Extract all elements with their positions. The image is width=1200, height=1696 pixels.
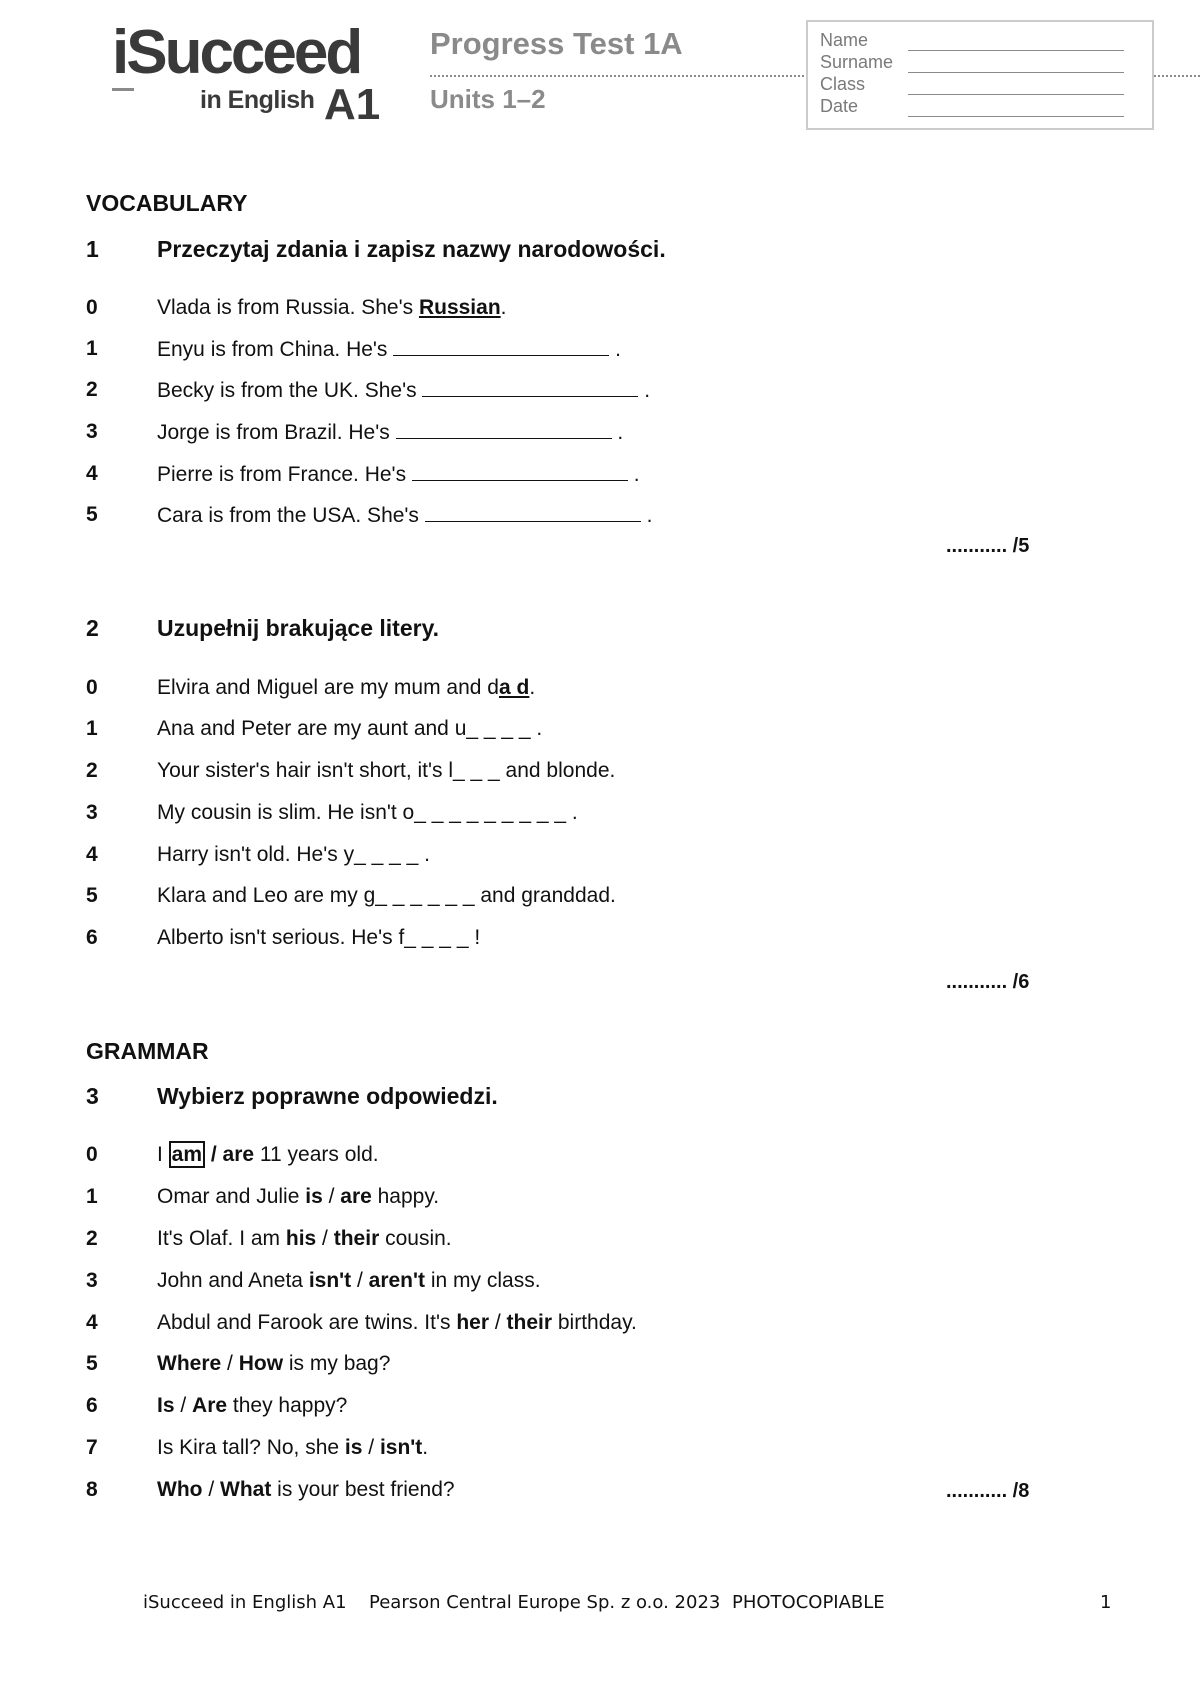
sentence-text: Abdul and Farook are twins. It's <box>157 1311 457 1334</box>
score-box: ........... /6 <box>946 971 1030 993</box>
option-b[interactable]: aren't <box>368 1269 426 1292</box>
option-a[interactable]: is <box>305 1185 323 1208</box>
section-vocabulary: VOCABULARY <box>86 190 248 216</box>
sentence-end: happy. <box>371 1185 440 1208</box>
item-number: 0 <box>86 676 98 699</box>
sentence-text: I <box>157 1143 169 1166</box>
student-info-box <box>806 20 1154 130</box>
item-number: 1 <box>86 337 98 360</box>
item-number: 0 <box>86 296 98 319</box>
question-item: Alberto isn't serious. He's f_ _ _ _ ! <box>157 926 481 949</box>
question-item <box>157 503 652 528</box>
question-item: Ana and Peter are my aunt and u_ _ _ _ . <box>157 717 543 740</box>
option-separator: / <box>221 1352 239 1375</box>
option-b[interactable]: isn't <box>379 1436 423 1459</box>
item-number: 2 <box>86 378 98 401</box>
sentence-text: Cara is from the USA. She's <box>157 504 425 527</box>
sentence-end: they happy? <box>227 1394 348 1417</box>
answer-blank[interactable] <box>412 462 628 481</box>
option-b[interactable]: their <box>506 1311 553 1334</box>
answer-blank[interactable] <box>396 420 612 439</box>
question-item <box>157 1352 390 1376</box>
footer-publisher: Pearson Central Europe Sp. z o.o. 2023 <box>369 1592 721 1613</box>
item-number: 5 <box>86 1352 98 1375</box>
surname-label: Surname <box>820 52 894 72</box>
question-item: Harry isn't old. He's y_ _ _ _ . <box>157 843 430 866</box>
item-number: 2 <box>86 1227 98 1250</box>
item-number: 3 <box>86 801 98 824</box>
sentence-end: . <box>529 676 536 699</box>
option-b[interactable]: their <box>333 1227 380 1250</box>
item-number: 7 <box>86 1436 98 1459</box>
sentence-end: . <box>638 379 651 402</box>
sentence-text: Enyu is from China. He's <box>157 338 394 361</box>
example-sentence <box>157 296 507 320</box>
example-answer: a d <box>498 676 530 699</box>
item-number: 5 <box>86 884 98 907</box>
sentence-text: Jorge is from Brazil. He's <box>157 421 396 444</box>
item-number: 3 <box>86 1269 98 1292</box>
section-grammar: GRAMMAR <box>86 1038 209 1064</box>
item-number: 4 <box>86 843 98 866</box>
option-separator: / <box>202 1478 220 1501</box>
task-number: 2 <box>86 615 99 641</box>
sentence-end: cousin. <box>379 1227 452 1250</box>
sentence-end: . <box>609 338 621 361</box>
logo-main: iSucceed <box>112 18 361 87</box>
question-item <box>157 1478 455 1502</box>
date-label: Date <box>820 96 859 116</box>
option-separator: / <box>316 1227 334 1250</box>
option-separator: / <box>322 1185 341 1208</box>
logo-sub: in English <box>200 86 315 114</box>
footer-note: PHOTOCOPIABLE <box>732 1592 885 1613</box>
sentence-end: . <box>422 1436 429 1459</box>
sentence-text: John and Aneta <box>157 1269 309 1292</box>
task-number: 3 <box>86 1083 99 1109</box>
example-answer: am <box>169 1141 205 1168</box>
sentence-end: 11 years old. <box>254 1143 379 1166</box>
sentence-end: . <box>640 504 653 527</box>
answer-blank[interactable] <box>393 337 609 356</box>
question-item <box>157 378 650 403</box>
item-number: 8 <box>86 1478 98 1501</box>
option-separator: / <box>174 1394 193 1417</box>
score-box: ........... /8 <box>946 1480 1030 1502</box>
logo-level: A1 <box>324 80 381 129</box>
question-item <box>157 462 640 487</box>
item-number: 6 <box>86 926 98 949</box>
sentence-end: in my class. <box>425 1269 541 1292</box>
sentence-end: . <box>627 463 640 486</box>
question-item <box>157 1311 637 1335</box>
option-a[interactable]: Who <box>157 1478 203 1501</box>
item-number: 3 <box>86 420 98 443</box>
sentence-end: is my bag? <box>283 1352 391 1375</box>
question-item <box>157 1269 541 1293</box>
test-units: Units 1–2 <box>430 84 546 114</box>
question-item <box>157 420 623 445</box>
option-a[interactable]: Where <box>157 1352 222 1375</box>
sentence-text: Elvira and Miguel are my mum and d <box>157 676 499 699</box>
question-item <box>157 1394 347 1418</box>
class-label: Class <box>820 74 866 94</box>
example-sentence <box>157 1143 379 1167</box>
item-number: 0 <box>86 1143 98 1166</box>
sentence-text: Is Kira tall? No, she <box>157 1436 345 1459</box>
task-instruction: Wybierz poprawne odpowiedzi. <box>157 1083 498 1109</box>
task-number: 1 <box>86 236 99 262</box>
sentence-text: Becky is from the UK. She's <box>157 379 423 402</box>
footer-book: iSucceed in English A1 <box>143 1592 347 1613</box>
footer-page-number: 1 <box>1100 1592 1112 1613</box>
name-label: Name <box>820 30 869 50</box>
option-b: / are <box>205 1143 255 1166</box>
option-b[interactable]: What <box>220 1478 272 1501</box>
sentence-end: birthday. <box>552 1311 637 1334</box>
sentence-text: Pierre is from France. He's <box>157 463 412 486</box>
test-title: Progress Test 1A <box>430 26 683 61</box>
question-item <box>157 1227 452 1251</box>
logo <box>112 18 382 132</box>
task-instruction: Przeczytaj zdania i zapisz nazwy narodowości. <box>157 236 666 262</box>
logo-dash <box>112 88 134 91</box>
task-instruction: Uzupełnij brakujące litery. <box>157 615 440 641</box>
class-field[interactable] <box>908 94 1124 95</box>
option-separator: / <box>489 1311 507 1334</box>
option-separator: / <box>351 1269 369 1292</box>
question-item <box>157 337 621 362</box>
question-item <box>157 1185 439 1209</box>
option-b[interactable]: Are <box>192 1394 228 1417</box>
option-separator: / <box>362 1436 380 1459</box>
option-a[interactable]: his <box>285 1227 317 1250</box>
option-a[interactable]: Is <box>157 1394 175 1417</box>
item-number: 2 <box>86 759 98 782</box>
item-number: 1 <box>86 717 98 740</box>
sentence-end: . <box>611 421 624 444</box>
example-sentence <box>157 676 535 700</box>
question-item: My cousin is slim. He isn't o_ _ _ _ _ _ _ _ _ . <box>157 801 578 824</box>
name-field[interactable] <box>908 50 1124 51</box>
question-item: Your sister's hair isn't short, it's l_ _ _ and blonde. <box>157 759 616 782</box>
date-field[interactable] <box>908 116 1124 117</box>
item-number: 5 <box>86 503 98 526</box>
option-a[interactable]: her <box>456 1311 490 1334</box>
item-number: 1 <box>86 1185 98 1208</box>
sentence-text: It's Olaf. I am <box>157 1227 286 1250</box>
question-item <box>157 1436 428 1460</box>
option-a[interactable]: is <box>344 1436 363 1459</box>
surname-field[interactable] <box>908 72 1124 73</box>
item-number: 4 <box>86 462 98 485</box>
example-answer: Russian <box>418 296 501 319</box>
item-number: 6 <box>86 1394 98 1417</box>
question-item: Klara and Leo are my g_ _ _ _ _ _ and granddad. <box>157 884 616 907</box>
answer-blank[interactable] <box>422 378 638 397</box>
sentence-text: Vlada is from Russia. She's <box>157 296 419 319</box>
answer-blank[interactable] <box>425 503 641 522</box>
option-a[interactable]: isn't <box>308 1269 352 1292</box>
sentence-text: Omar and Julie <box>157 1185 306 1208</box>
item-number: 4 <box>86 1311 98 1334</box>
score-box: ........... /5 <box>946 535 1030 557</box>
option-b[interactable]: How <box>238 1352 284 1375</box>
sentence-end: is your best friend? <box>271 1478 455 1501</box>
option-b[interactable]: are <box>340 1185 372 1208</box>
sentence-end: . <box>500 296 507 319</box>
